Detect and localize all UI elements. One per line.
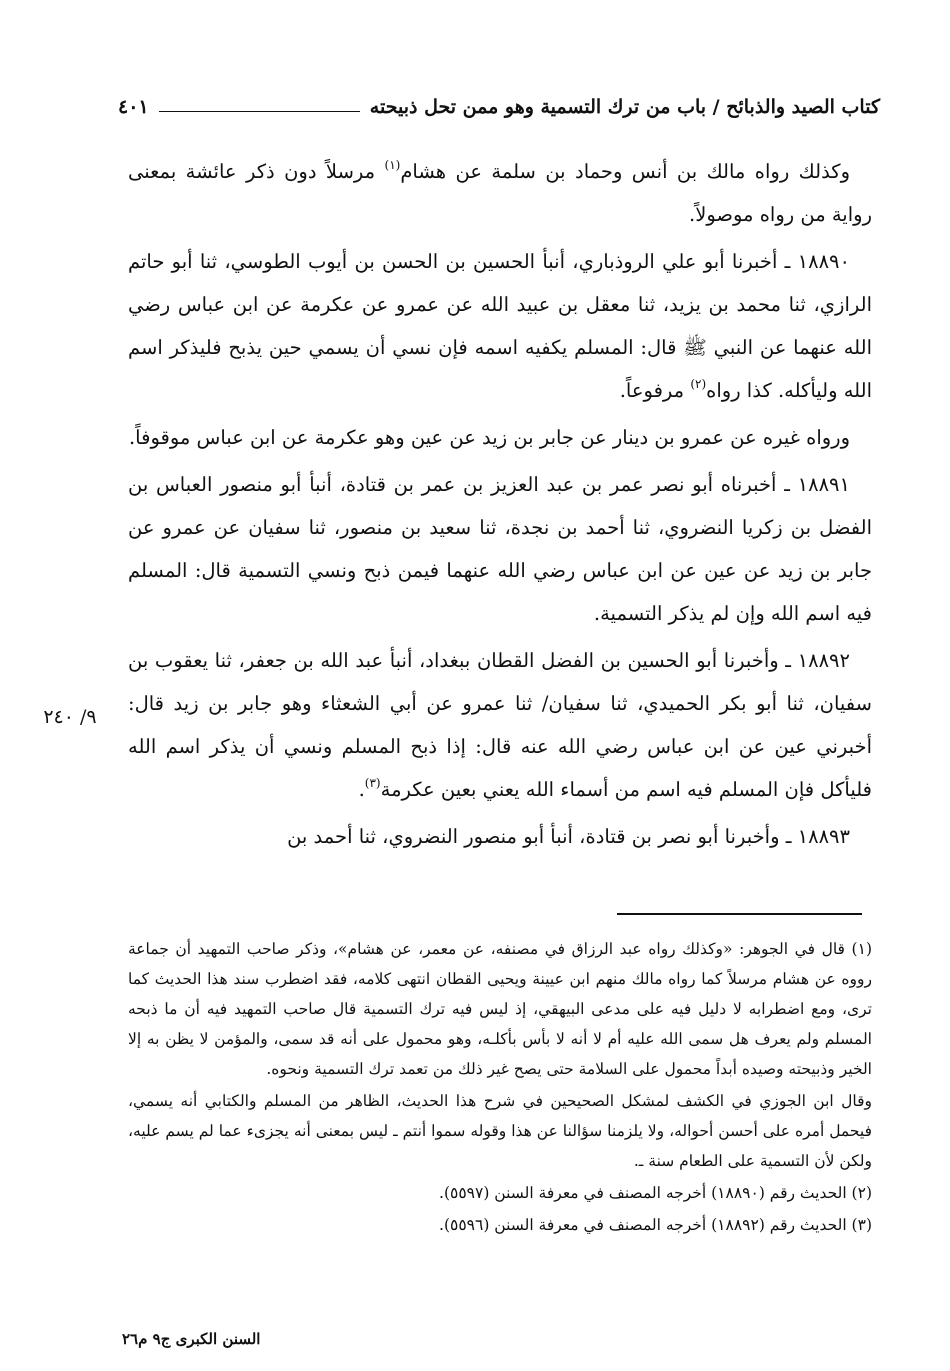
footnote-ref-2: (٢) — [690, 377, 707, 391]
margin-volume-page: ٩/ ٢٤٠ — [43, 706, 97, 728]
paragraph-hadith-18893: ١٨٨٩٣ ـ وأخبرنا أبو نصر بن قتادة، أنبأ أبو منصور النضروي، ثنا أحمد بن — [287, 825, 850, 848]
paragraph-hadith-18892: ١٨٨٩٢ ـ وأخبرنا أبو الحسين بن الفضل القطان ببغداد، أنبأ عبد الله بن جعفر، ثنا يعقوب بن سفيان، ثنا أبو بكر الحميدي، ثنا سفيان/ ثنا عمرو عن أبي الشعثاء وهو جابر بن زيد قال: أخبرني عين عن ابن عباس رضي الله عنه قال: إذا ذبح المسلم ونسي أن يذكر اسم الله فليأكل فإن المسلم فيه اسم من أسماء الله يعني بعين عكرمة$^{(٣)}$. — [128, 649, 872, 801]
footnote-1: (١) قال في الجوهر: «وكذلك رواه عبد الرزاق في مصنفه، عن معمر، عن هشام»، وذكر صاحب التمهيد أن جماعة رووه عن هشام مرسلاً كما رواه مالك منهم ابن عيينة ويحيى القطان انتهى كلامه، فقد اضطرب سند هذا الحديث كما ترى، ومع اضطرابه لا دليل فيه على مدعى البيهقي، إذ ليس فيه ترك التسمية قال صاحب التمهيد فيه أن ما ذبحه المسلم ولم يعرف هل سمى الله عليه أم لا أنه لا بأس بأكلـه، وهو محمول على أنه قد سمى، والمؤمن لا يظن به إلا الخير وذبيحته وصيده أبداً محمول على السلامة حتى يصح غير ذلك من تعمد ترك التسمية ونحوه. — [128, 940, 872, 1078]
footnote-1-continued: وقال ابن الجوزي في الكشف لمشكل الصحيحين في شرح هذا الحديث، الظاهر من المسلم والكتابي أنه يسمي، فيحمل أمره على أحسن أحواله، ولا يلزمنا سؤالنا عن هذا وقوله سموا أنتم ـ ليس بمعنى أنه يجزىء عما لم يسم عليه، ولكن لأن التسمية على الطعام سنة ـ. — [128, 1092, 872, 1170]
paragraph-3: ورواه غيره عن عمرو بن دينار عن جابر بن زيد عن عين وهو عكرمة عن ابن عباس موقوفاً. — [128, 426, 850, 449]
footnote-2: (٢) الحديث رقم (١٨٨٩٠) أخرجه المصنف في معرفة السنن (٥٥٩٧). — [439, 1184, 872, 1202]
footnote-ref-3: (٣) — [364, 776, 381, 790]
footnotes — [128, 934, 872, 1242]
signature-mark: السنن الكبرى ج٩ م٢٦ — [122, 1330, 261, 1348]
header-rule — [159, 111, 360, 112]
paragraph-1: وكذلك رواه مالك بن أنس وحماد بن سلمة عن هشام$^{(١)}$ مرسلاً دون ذكر عائشة بمعنى رواية من رواه موصولاً. — [128, 158, 872, 226]
footnote-divider — [617, 913, 862, 915]
paragraph-hadith-18890: ١٨٨٩٠ ـ أخبرنا أبو علي الروذباري، أنبأ الحسين بن الحسن بن أيوب الطوسي، ثنا أبو حاتم الرازي، ثنا محمد بن يزيد، ثنا معقل بن عبيد الله عن عمرو عن عكرمة عن ابن عباس رضي الله عنهما عن النبي ﷺ قال: المسلم يكفيه اسمه فإن نسي أن يسمي حين يذبح فليذكر اسم الله وليأكله. كذا رواه$^{(٢)}$ مرفوعاً. — [128, 250, 872, 402]
page-number: ٤٠١ — [118, 96, 149, 118]
main-text — [128, 150, 872, 862]
paragraph-hadith-18891: ١٨٨٩١ ـ أخبرناه أبو نصر عمر بن عبد العزيز بن عمر بن قتادة، أنبأ أبو منصور العباس بن الفضل بن زكريا النضروي، ثنا أحمد بن نجدة، ثنا سعيد بن منصور، ثنا سفيان عن عمرو عن جابر بن زيد عن عين عن ابن عباس رضي الله عنهما فيمن ذبح ونسي التسمية قال: المسلم فيه اسم الله وإن لم يذكر التسمية. — [128, 473, 872, 625]
footnote-3: (٣) الحديث رقم (١٨٨٩٢) أخرجه المصنف في معرفة السنن (٥٥٩٦). — [439, 1216, 872, 1234]
header-title: كتاب الصيد والذبائح / باب من ترك التسمية وهو ممن تحل ذبيحته — [369, 96, 880, 118]
running-header — [118, 90, 880, 124]
footnote-ref-1: (١) — [384, 158, 401, 172]
